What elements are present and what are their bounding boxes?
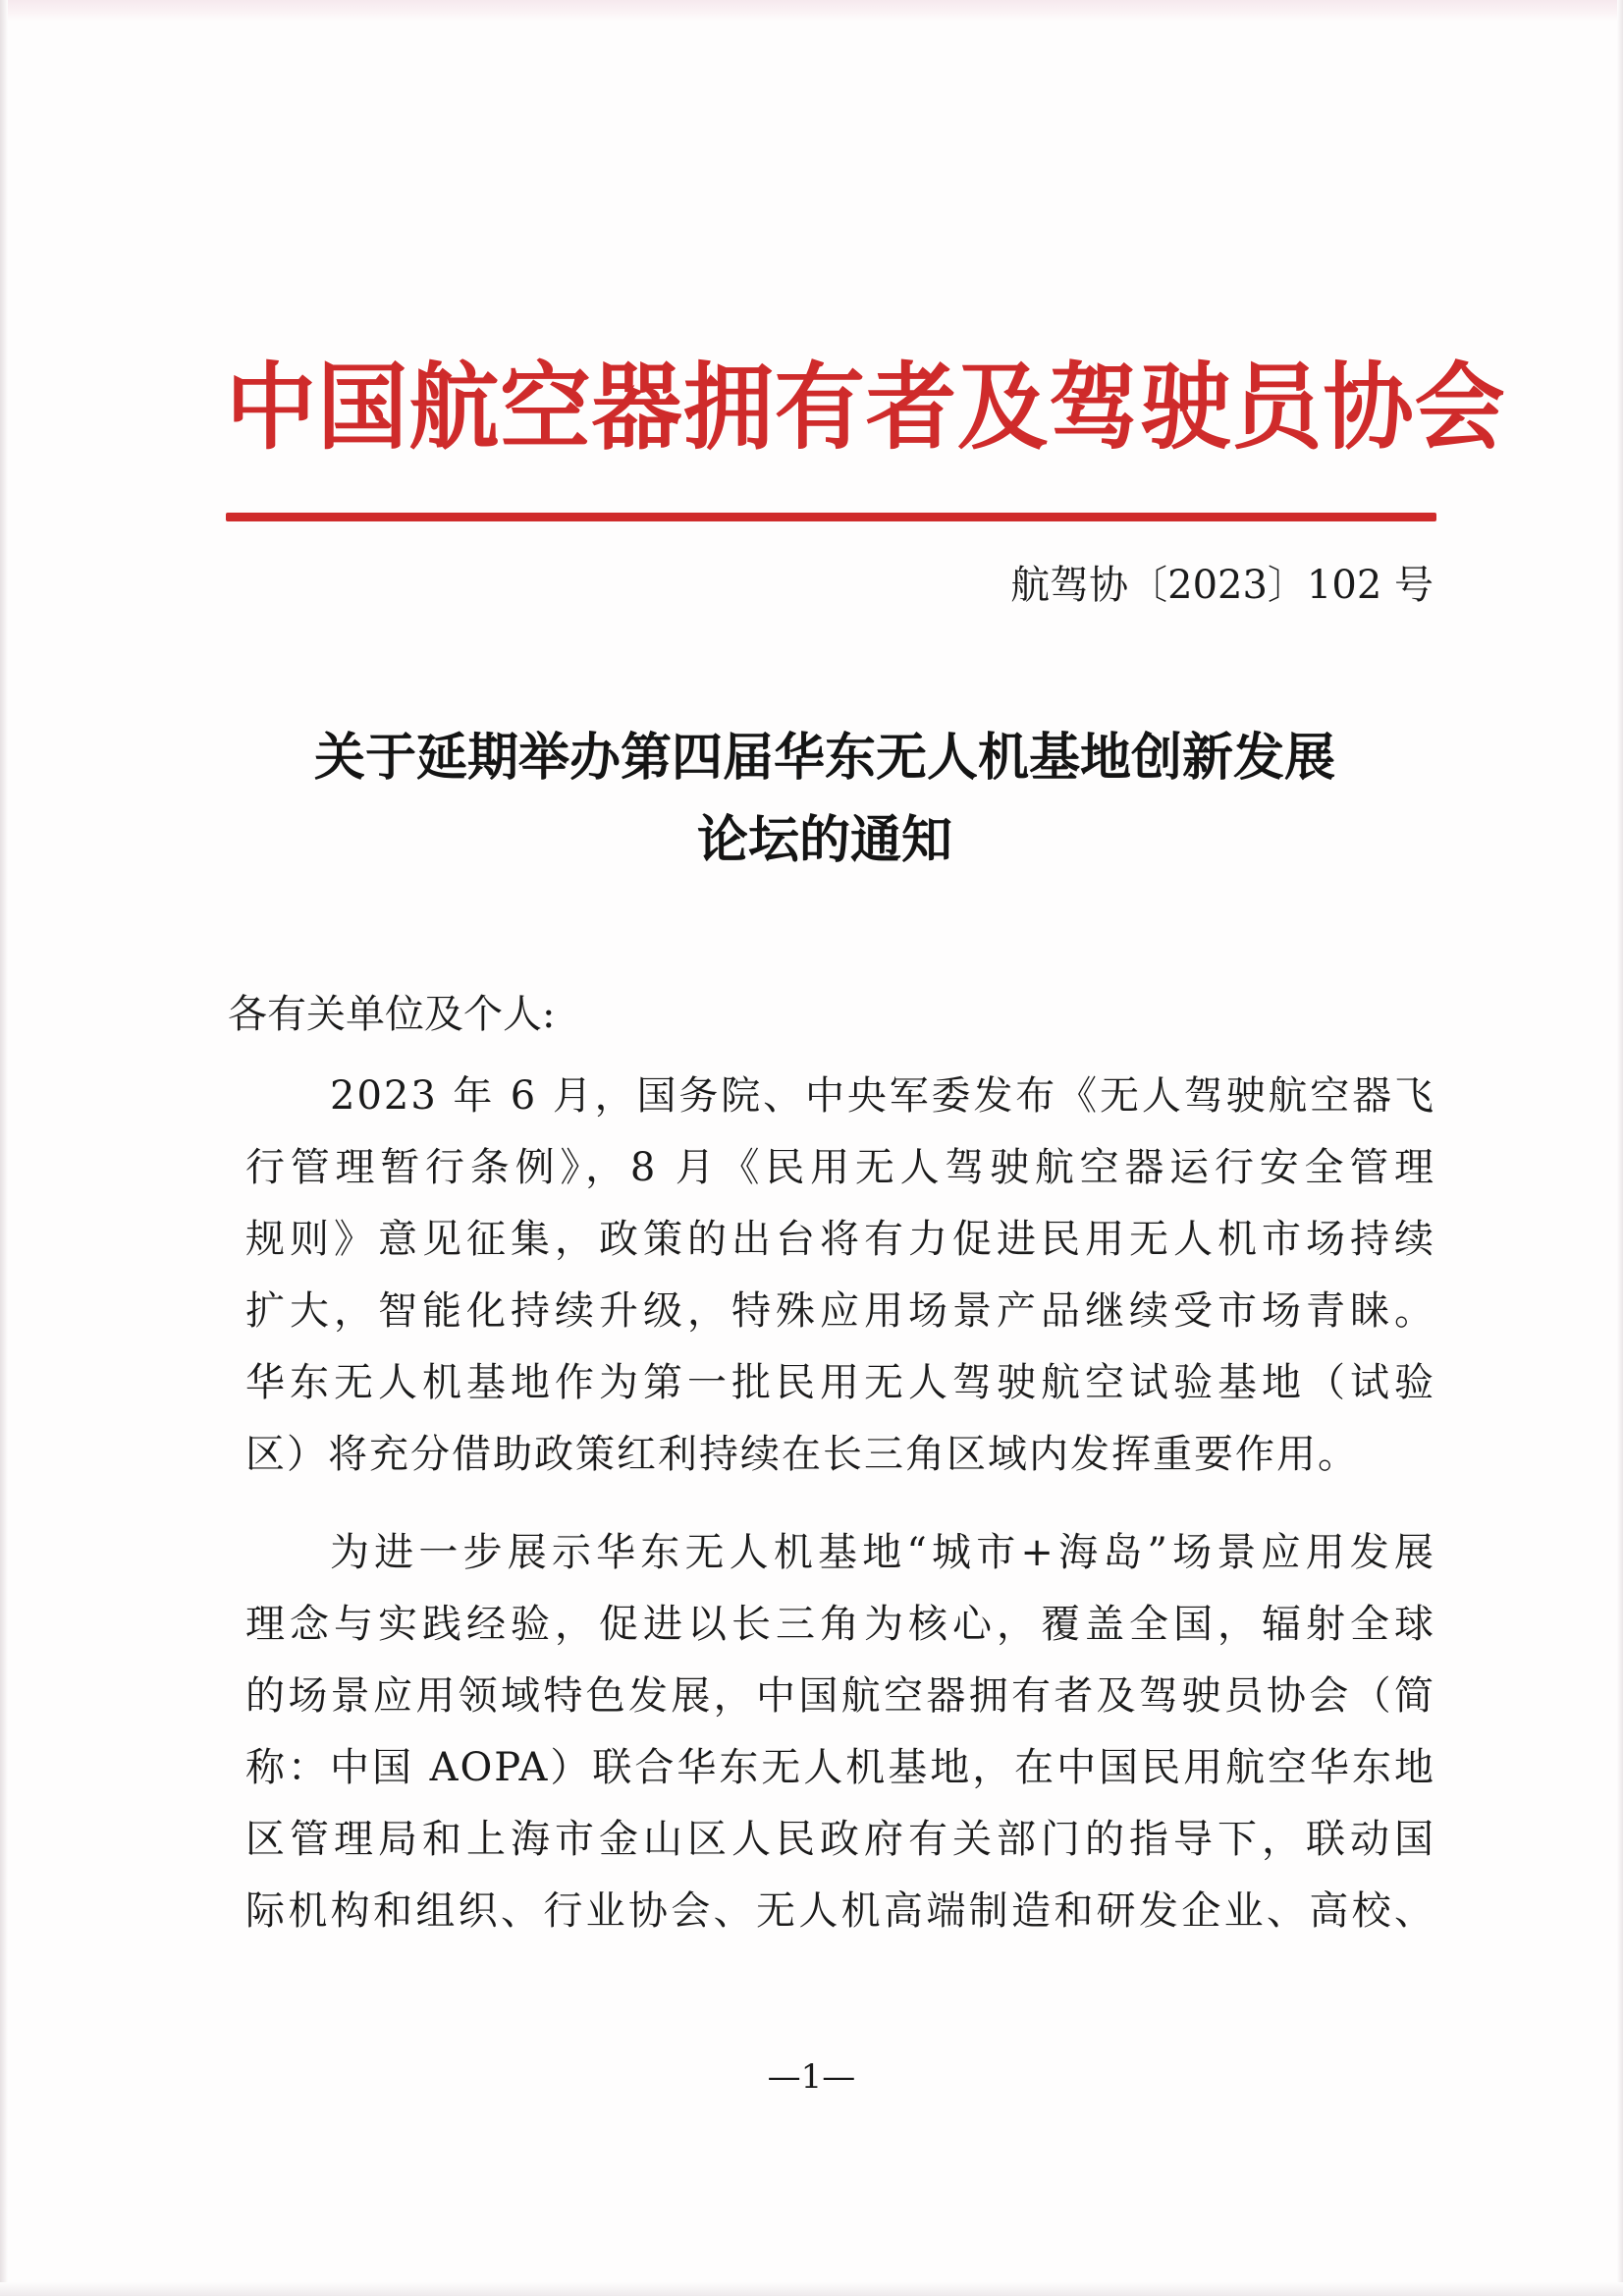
paragraph-line: 理念与实践经验，促进以长三角为核心，覆盖全国，辐射全球 <box>245 1602 1435 1647</box>
paragraph-line: 的场景应用领域特色发展，中国航空器拥有者及驾驶员协会（简 <box>245 1673 1435 1719</box>
scan-edge-bottom <box>0 2282 1623 2296</box>
paragraph-line: 行管理暂行条例》，8 月《民用无人驾驶航空器运行安全管理 <box>245 1145 1435 1190</box>
scan-edge-right <box>1617 0 1623 2296</box>
paragraph-line: 区管理局和上海市金山区人民政府有关部门的指导下，联动国 <box>245 1817 1435 1862</box>
letterhead-red-rule <box>226 513 1436 521</box>
paragraph-2 <box>245 1517 1435 1947</box>
organization-letterhead: 中国航空器拥有者及驾驶员协会 <box>226 353 1506 463</box>
paragraph-line: 称：中国 AOPA）联合华东无人机基地，在中国民用航空华东地 <box>245 1745 1435 1790</box>
paragraph-line: 区）将充分借助政策红利持续在长三角区域内发挥重要作用。 <box>245 1432 1359 1477</box>
title-line-2: 论坛的通知 <box>696 811 952 870</box>
scan-edge-left <box>0 0 8 2296</box>
document-number: 航驾协〔2023〕102 号 <box>1010 563 1434 608</box>
paragraph-1 <box>245 1061 1435 1491</box>
paragraph-line: 华东无人机基地作为第一批民用无人驾驶航空试验基地（试验 <box>245 1360 1435 1405</box>
document-title <box>216 717 1434 882</box>
paragraph-line: 规则》意见征集，政策的出台将有力促进民用无人机市场持续 <box>245 1217 1435 1262</box>
salutation: 各有关单位及个人: <box>228 992 556 1037</box>
page-number: —1— <box>767 2057 856 2097</box>
scan-edge-top <box>0 0 1623 22</box>
paragraph-line: 际机构和组织、行业协会、无人机高端制造和研发企业、高校、 <box>245 1888 1435 1934</box>
paragraph-line: 为进一步展示华东无人机基地“城市+海岛”场景应用发展 <box>330 1530 1435 1575</box>
paragraph-line: 2023 年 6 月，国务院、中央军委发布《无人驾驶航空器飞 <box>330 1073 1435 1119</box>
paragraph-line: 扩大，智能化持续升级，特殊应用场景产品继续受市场青睐。 <box>245 1288 1435 1334</box>
title-line-1: 关于延期举办第四届华东无人机基地创新发展 <box>313 729 1335 788</box>
